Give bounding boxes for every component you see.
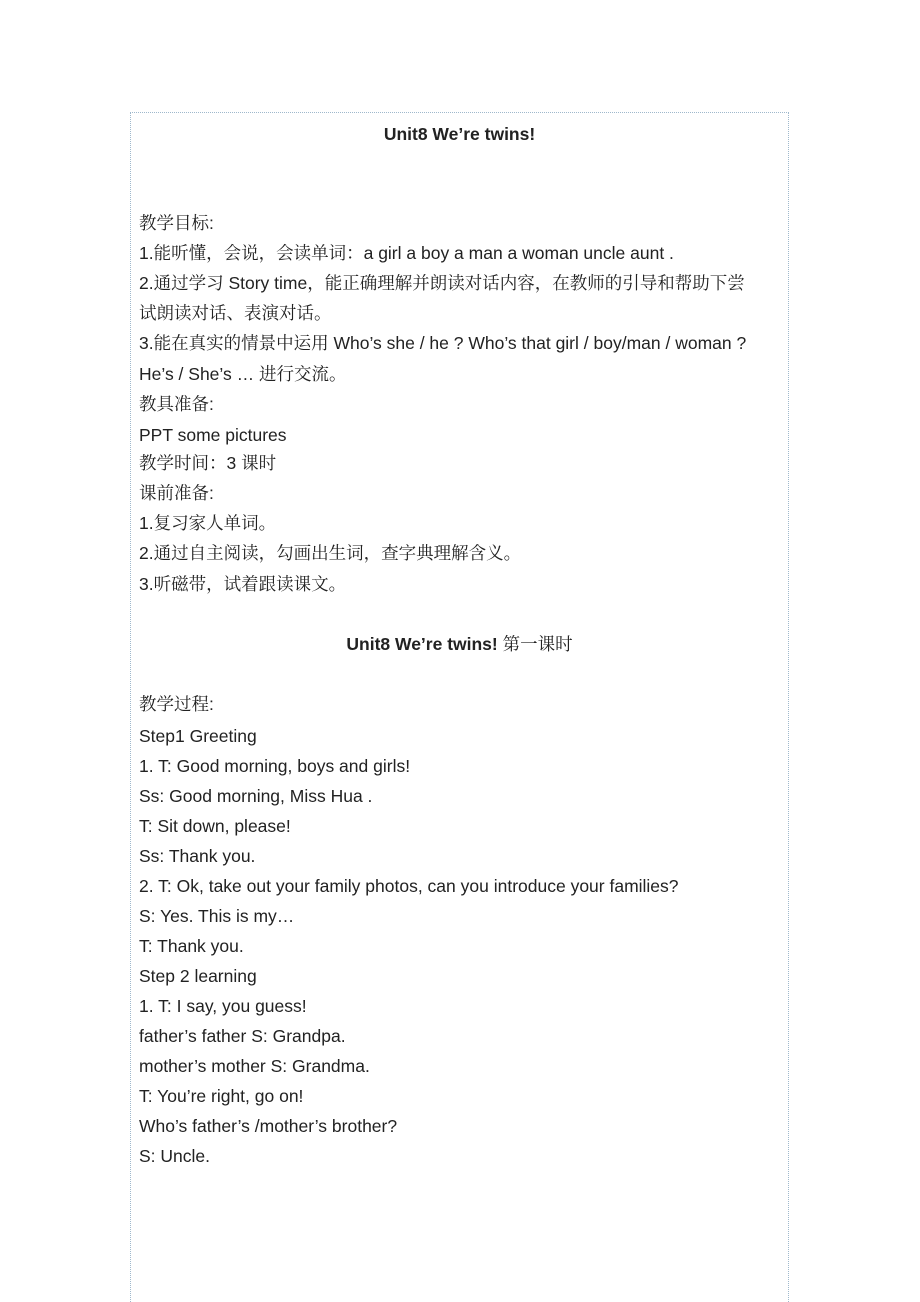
lesson-title-suffix: 第一课时	[502, 634, 573, 654]
preparation-heading: 课前准备:	[139, 483, 214, 503]
process-line: 1. T: I say, you guess!	[139, 996, 307, 1016]
objective-item-1: 1.能听懂，会说，会读单词：a girl a boy a man a woman uncle aunt .	[139, 243, 674, 263]
preparation-item-3: 3.听磁带，试着跟读课文。	[139, 574, 347, 594]
lesson-title	[139, 633, 780, 655]
materials-value: PPT some pictures	[139, 425, 287, 445]
objective-item-2-line-2: 试朗读对话、表演对话。	[139, 303, 332, 323]
process-line: S: Yes. This is my…	[139, 906, 295, 926]
process-line: 2. T: Ok, take out your family photos, can you introduce your families?	[139, 876, 679, 896]
objective-item-2-line-1: 2.通过学习 Story time，能正确理解并朗读对话内容，在教师的引导和帮助下尝	[139, 273, 745, 293]
process-line: father’s father S: Grandpa.	[139, 1026, 346, 1046]
preparation-item-2: 2.通过自主阅读，勾画出生词，查字典理解含义。	[139, 543, 522, 563]
process-line: Step1 Greeting	[139, 726, 257, 746]
lesson-title-main: Unit8 We’re twins!	[346, 634, 498, 654]
process-line: Ss: Thank you.	[139, 846, 256, 866]
process-line: mother’s mother S: Grandma.	[139, 1056, 370, 1076]
process-line: Who’s father’s /mother’s brother?	[139, 1116, 398, 1136]
process-line: Step 2 learning	[139, 966, 257, 986]
process-line: T: Sit down, please!	[139, 816, 291, 836]
process-line: S: Uncle.	[139, 1146, 210, 1166]
process-line: 1. T: Good morning, boys and girls!	[139, 756, 411, 776]
preparation-item-1: 1.复习家人单词。	[139, 513, 277, 533]
process-line: Ss: Good morning, Miss Hua .	[139, 786, 373, 806]
teaching-time: 教学时间：3 课时	[139, 453, 277, 473]
objective-item-3-line-2: He’s / She’s … 进行交流。	[139, 364, 347, 384]
materials-heading: 教具准备:	[139, 394, 214, 414]
objective-item-3-line-1: 3.能在真实的情景中运用 Who’s she / he ? Who’s that girl / boy/man / woman ?	[139, 333, 747, 353]
process-heading: 教学过程:	[139, 694, 214, 714]
process-line: T: Thank you.	[139, 936, 244, 956]
objectives-heading: 教学目标:	[139, 213, 214, 233]
document-title: Unit8 We’re twins!	[383, 124, 536, 144]
process-line: T: You’re right, go on!	[139, 1086, 304, 1106]
